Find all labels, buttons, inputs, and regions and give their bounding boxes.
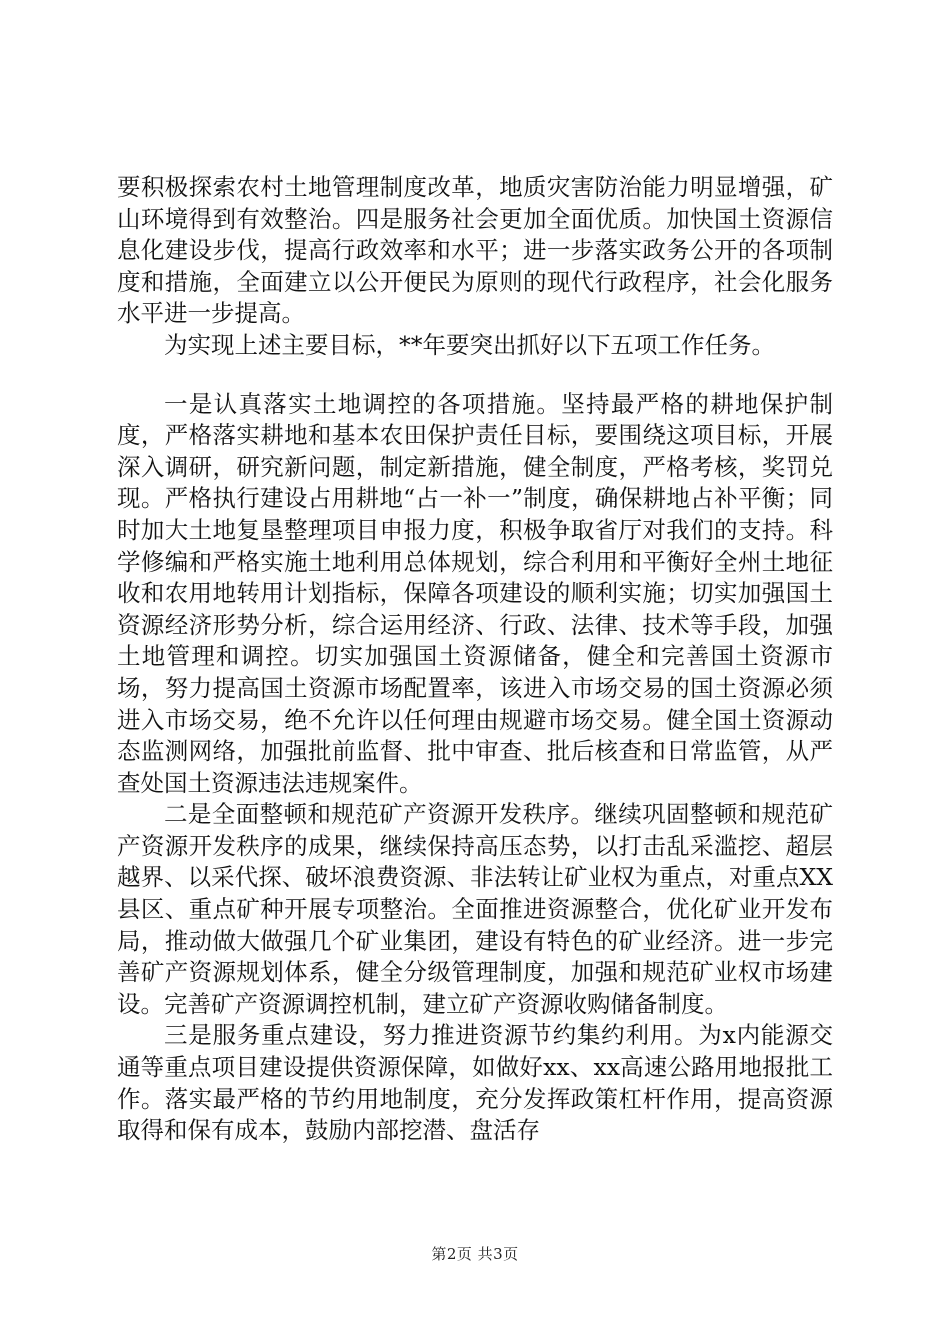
- document-body: [117, 172, 833, 1147]
- paragraph-1: 要积极探索农村土地管理制度改革，地质灾害防治能力明显增强，矿山环境得到有效整治。四是服务社会更加全面优质。加快国土资源信息化建设步伐，提高行政效率和水平；进一步落实政务公开的各项制度和措施，全面建立以公开便民为原则的现代行政程序，社会化服务水平进一步提高。: [117, 173, 833, 328]
- paragraph-5: 三是服务重点建设，努力推进资源节约集约利用。为x内能源交通等重点项目建设提供资源保障，如做好xx、xx高速公路用地报批工作。落实最严格的节约用地制度，充分发挥政策杠杆作用，提高资源取得和保有成本，鼓励内部挖潜、盘活存: [117, 1021, 833, 1145]
- paragraph-4: 二是全面整顿和规范矿产资源开发秩序。继续巩固整顿和规范矿产资源开发秩序的成果，继续保持高压态势，以打击乱采滥挖、超层越界、以采代探、破坏浪费资源、非法转让矿业权为重点，对重点XX县区、重点矿种开展专项整治。全面推进资源整合，优化矿业开发布局，推动做大做强几个矿业集团，建设有特色的矿业经济。进一步完善矿产资源规划体系，健全分级管理制度，加强和规范矿业权市场建设。完善矿产资源调控机制，建立矿产资源收购储备制度。: [117, 800, 833, 1018]
- paragraph-3: 一是认真落实土地调控的各项措施。坚持最严格的耕地保护制度，严格落实耕地和基本农田保护责任目标，要围绕这项目标，开展深入调研，研究新问题，制定新措施，健全制度，严格考核，奖罚兑现。严格执行建设占用耕地“占一补一”制度，确保耕地占补平衡；同时加大土地复垦整理项目申报力度，积极争取省厅对我们的支持。科学修编和严格实施土地利用总体规划，综合利用和平衡好全州土地征收和农用地转用计划指标，保障各项建设的顺利实施；切实加强国土资源经济形势分析，综合运用经济、行政、法律、技术等手段，加强土地管理和调控。切实加强国土资源储备，健全和完善国土资源市场，努力提高国土资源市场配置率，该进入市场交易的国土资源必须进入市场交易，绝不允许以任何理由规避市场交易。健全国土资源动态监测网络，加强批前监督、批中审查、批后核查和日常监管，从严查处国土资源违法违规案件。: [117, 389, 833, 797]
- page-number-footer: 第2页 共3页: [431, 1245, 519, 1263]
- paragraph-2: 为实现上述主要目标，**年要突出抓好以下五项工作任务。: [164, 330, 775, 359]
